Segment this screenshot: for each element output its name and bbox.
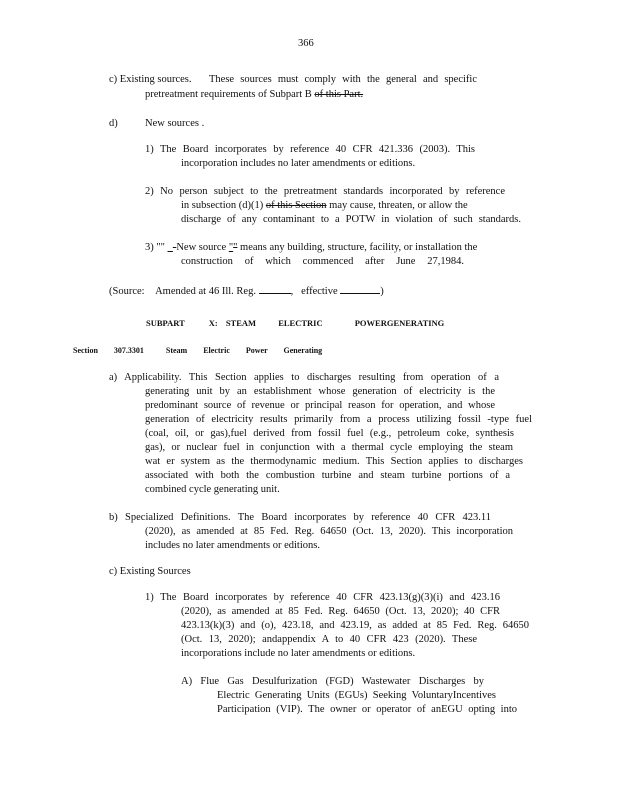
existing-sources-text-2: pretreatment requirements of Subpart B of this Part. [145, 89, 364, 100]
applicability-line-1: a) Applicability. This Section applies to discharges resulting from operation of a [109, 372, 499, 383]
existing-item-a-line-3: Participation (VIP). The owner or operator of anEGU opting into [217, 704, 517, 715]
applicability-line-2: generating unit by an establishment whose generation of electricity is the [145, 386, 495, 397]
struck-text: of this Section [265, 200, 327, 211]
existing-item-1-line-1: 1) The Board incorporates by reference 40 CFR 423.13(g)(3)(i) and 423.16 [145, 592, 500, 603]
new-sources-item-1-line-2: incorporation includes no later amendments or editions. [181, 158, 416, 169]
specialized-line-2: (2020), as amended at 85 Fed. Reg. 64650 (Oct. 13, 2020). This incorporation [145, 526, 513, 537]
applicability-line-5: (coal, oil, or gas),fuel derived from fossil fuel (e.g., petroleum coke, synthesis [145, 428, 514, 439]
existing-sources-label: c) Existing sources. [109, 74, 192, 85]
existing-item-1-line-3: 423.13(k)(3) and (o), 423.18, and 423.19, as added at 85 Fed. Reg. 64650 [181, 620, 529, 631]
new-sources-item-2-line-1: 2) No person subject to the pretreatment standards incorporated by reference [145, 186, 505, 197]
specialized-line-3: includes no later amendments or editions. [145, 540, 320, 551]
subpart-heading: SUBPART X: STEAM ELECTRIC POWERGENERATING [146, 318, 445, 328]
applicability-line-4: generation of electricity results primarily from a process utilizing fossil -type fuel [145, 414, 532, 425]
applicability-line-3: predominant source of revenue or principal reason for operation, and whose [145, 400, 495, 411]
applicability-line-6: gas), or nuclear fuel in conjunction with a thermal cycle employing the steam [145, 442, 513, 453]
specialized-line-1: b) Specialized Definitions. The Board incorporates by reference 40 CFR 423.11 [109, 512, 491, 523]
existing-item-a-line-2: Electric Generating Units (EGUs) Seeking VoluntaryIncentives [217, 690, 496, 701]
existing-item-1-line-5: incorporations include no later amendments or editions. [181, 648, 416, 659]
new-sources-label: d) [109, 118, 118, 129]
new-sources-item-3-line-1: 3) "" _-New source "" means any building, structure, facility, or installation the [145, 242, 478, 253]
applicability-line-7: wat er system as the thermodynamic medium. This Section applies to discharges [145, 456, 523, 467]
new-sources-item-3-line-2: construction of which commenced after June 27,1984. [181, 256, 464, 267]
section-heading: Section 307.3301 Steam Electric Power Generating [73, 346, 323, 355]
page-number: 366 [298, 38, 314, 49]
applicability-line-8: associated with both the combustion turbine and steam turbine portions of a [145, 470, 510, 481]
existing-item-1-line-2: (2020), as amended at 85 Fed. Reg. 64650 (Oct. 13, 2020); 40 CFR [181, 606, 500, 617]
new-sources-item-1-line-1: 1) The Board incorporates by reference 40 CFR 421.336 (2003). This [145, 144, 475, 155]
applicability-line-9: combined cycle generating unit. [145, 484, 280, 495]
struck-text: of this Part [314, 89, 361, 100]
existing-item-1-line-4: (Oct. 13, 2020); andappendix A to 40 CFR 423 (2020). These [181, 634, 477, 645]
source-note: (Source: Amended at 46 Ill. Reg. , effective ) [109, 283, 384, 299]
existing-sources-text-1: These sources must comply with the general and specific [209, 74, 477, 85]
new-sources-title: New sources . [145, 118, 205, 129]
existing-sources-heading: c) Existing Sources [109, 566, 191, 577]
new-sources-item-2-line-3: discharge of any contaminant to a POTW in violation of such standards. [181, 214, 521, 225]
existing-item-a-line-1: A) Flue Gas Desulfurization (FGD) Wastewater Discharges by [181, 676, 484, 687]
new-sources-item-2-line-2: in subsection (d)(1) of this Section may cause, threaten, or allow the [181, 200, 468, 211]
